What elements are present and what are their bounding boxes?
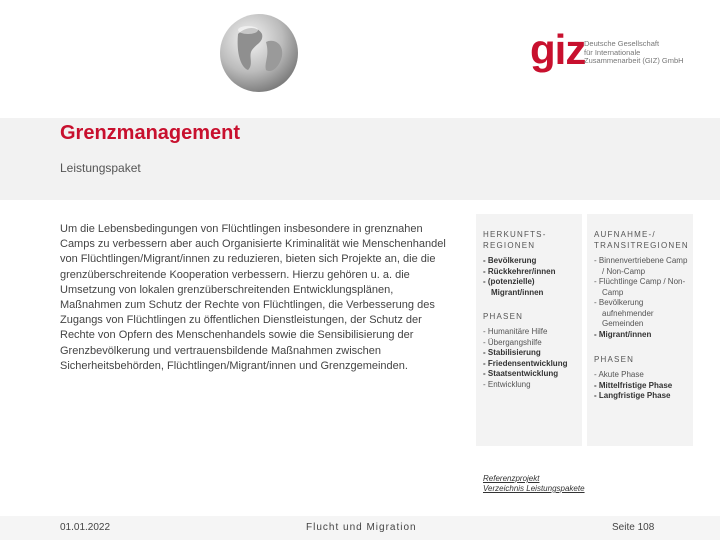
- reference-links: [483, 474, 585, 494]
- phasen-heading: PHASEN: [594, 355, 635, 364]
- list-item: - (potenzielle) Migrant/innen: [483, 277, 579, 298]
- logo-wordmark: giz: [530, 26, 586, 73]
- referenzprojekt-link[interactable]: Referenzprojekt: [483, 474, 540, 483]
- list-item: - Flüchtlinge Camp / Non-Camp: [594, 277, 690, 298]
- column-heading: AUFNAHME-/ TRANSITREGIONEN: [594, 230, 689, 250]
- list-item: - Entwicklung: [483, 380, 579, 391]
- header-band: [0, 0, 720, 118]
- target-group-list: [594, 256, 690, 340]
- phasen-heading: PHASEN: [483, 312, 524, 321]
- page-number: Seite 108: [612, 522, 655, 533]
- list-item: - Langfristige Phase: [594, 391, 690, 402]
- page-subtitle: Leistungspaket: [60, 161, 141, 175]
- footer-date: 01.01.2022: [60, 522, 111, 533]
- list-item: - Bevölkerung: [483, 256, 579, 267]
- list-item: - Migrant/innen: [594, 330, 690, 341]
- list-item: - Humanitäre Hilfe: [483, 327, 579, 338]
- column-herkunftsregionen: [476, 214, 582, 446]
- phasen-list: [483, 327, 579, 390]
- list-item: - Stabilisierung: [483, 348, 579, 359]
- body-text: Um die Lebensbedingungen von Flüchtlingen insbesondere in grenznahen Camps zu verbessern aber auch Organisierte Kriminalität wie Menschenhandel von Flüchtlingen/Migrant/innen zu reduzieren, bieten sich Projekte an, die die grenzüberschreitende Kooperation verbessern. Hierzu gehören u. a. die Umsetzung von lokalen grenzüberschreitenden Entwicklungsplänen, Maßnahmen zum Schutz der Rechte von Flüchtlingen, die Verbesserung des Zugangs von Flüchtlingen zu öffentlichen Dienstleistungen, der Schutz der Rechte von Opfern des Menschenhandels sowie die Sensibilisierung der Grenzbevölkerung und vertrauensbildende Maßnahmen zwischen Sicherheitsbehörden, Flüchtlingen/Migrant/innen und Grenzgemeinden.: [60, 223, 446, 372]
- list-item: - Rückkehrer/innen: [483, 267, 579, 278]
- phasen-list: [594, 370, 690, 402]
- list-item: - Mittelfristige Phase: [594, 381, 690, 392]
- logo-text: Deutsche Gesellschaft für Internationale Zusammenarbeit (GIZ) GmbH: [584, 39, 684, 66]
- list-item: - Übergangshilfe: [483, 338, 579, 349]
- list-item: - Friedensentwicklung: [483, 359, 579, 370]
- page-title: Grenzmanagement: [60, 122, 241, 144]
- list-item: - Staatsentwicklung: [483, 369, 579, 380]
- target-group-list: [483, 256, 579, 298]
- giz-logo: [530, 26, 710, 74]
- list-item: - Binnenvertriebene Camp / Non-Camp: [594, 256, 690, 277]
- list-item: - Bevölkerung aufnehmender Gemeinden: [594, 298, 690, 330]
- verzeichnis-leistungspakete-link[interactable]: Verzeichnis Leistungspakete: [483, 484, 585, 493]
- globe-icon: [218, 12, 300, 94]
- column-aufnahme-transitregionen: [587, 214, 693, 446]
- footer-topic: Flucht und Migration: [306, 522, 417, 533]
- list-item: - Akute Phase: [594, 370, 690, 381]
- column-heading: HERKUNFTS- REGIONEN: [483, 230, 547, 250]
